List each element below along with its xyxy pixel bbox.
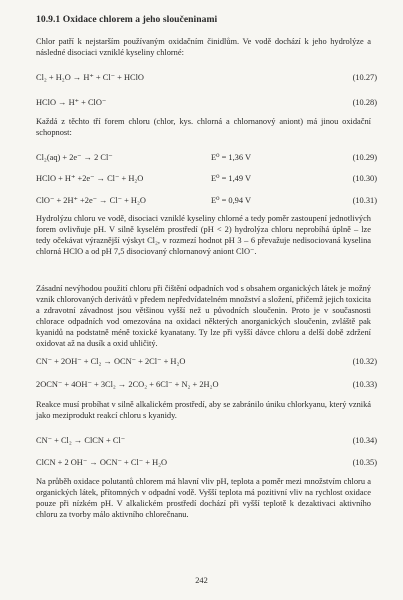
section-heading: 10.9.1 Oxidace chlorem a jeho sloučeninami [36, 14, 218, 25]
paragraph-ph-influence: Hydrolýzu chloru ve vodě, disociaci vzniklé kyseliny chlorné a tedy poměr zastoupení jednotlivých forem ovlivňuje pH. V silně kyselém prostředí (pH < 2) hydrolýza chloru neprobíhá úplně – lze tedy očekávat výraznější výskyt Cl₂, v rozmezí hodnot pH 3 – 6 převažuje nedisociovaná kyselina chlorná HClO a od pH 7,5 disociovaný chlornanový aniont ClO⁻. [36, 214, 371, 256]
equation-formula: ClCN + 2 OH⁻ → OCN⁻ + Cl⁻ + H₂O [36, 458, 168, 467]
equation-potential: E⁰ = 0,94 V [211, 196, 252, 205]
equation-10-28 [36, 97, 377, 108]
paragraph-oxidation-course: Na průběh oxidace polutantů chlorem má hlavní vliv pH, teplota a poměr mezi množstvím chloru a organických látek, přítomných v odpadní vodě. Vyšší teplota má pozitivní vliv na rychlost oxidace pouze při nízkém pH. V alkalickém prostředí dochází při vyšší teplotě k dezaktivaci aktivního chloru za tvorby málo aktivního chlorečnanu. [36, 477, 371, 519]
equation-potential: E⁰ = 1,49 V [211, 174, 252, 183]
equation-10-30 [36, 173, 377, 184]
paragraph-alkaline: Reakce musí probíhat v silně alkalickém prostředí, aby se zabránilo úniku chlorkyanu, který vzniká jako meziprodukt reakcí chloru s kyanidy. [36, 400, 371, 420]
equation-10-27 [36, 72, 377, 83]
equation-number: (10.31) [352, 196, 377, 205]
equation-formula: CN⁻ + 2OH⁻ + Cl₂ → OCN⁻ + 2Cl⁻ + H₂O [36, 357, 186, 366]
equation-formula: HClO + H⁺ +2e⁻ → Cl⁻ + H₂O [36, 174, 144, 183]
page-number: 242 [195, 576, 208, 585]
equation-10-34 [36, 435, 377, 446]
equation-number: (10.35) [352, 458, 377, 467]
equation-formula: HClO → H⁺ + ClO⁻ [36, 98, 107, 107]
equation-10-32 [36, 356, 377, 367]
equation-number: (10.34) [352, 436, 377, 445]
equation-formula: ClO⁻ + 2H⁺ +2e⁻ → Cl⁻ + H₂O [36, 196, 146, 205]
equation-10-33 [36, 379, 377, 390]
paragraph-intro: Chlor patří k nejstarším používaným oxidačním činidlům. Ve vodě dochází k jeho hydrolýze a následné disociaci vzniklé kyseliny chlorné: [36, 37, 371, 57]
equation-number: (10.32) [352, 357, 377, 366]
equation-10-31 [36, 195, 377, 206]
equation-number: (10.28) [352, 98, 377, 107]
equation-number: (10.27) [352, 73, 377, 82]
equation-formula: 2OCN⁻ + 4OH⁻ + 3Cl₂ → 2CO₂ + 6Cl⁻ + N₂ + 2H₂O [36, 380, 219, 389]
equation-formula: CN⁻ + Cl₂ → ClCN + Cl⁻ [36, 436, 126, 445]
equation-number: (10.30) [352, 174, 377, 183]
equation-number: (10.29) [352, 153, 377, 162]
equation-potential: E⁰ = 1,36 V [211, 153, 252, 162]
equation-10-35 [36, 457, 377, 468]
equation-10-29 [36, 152, 377, 163]
paragraph-disadvantage: Zásadní nevýhodou použití chloru při čištění odpadních vod s obsahem organických látek je možný vznik chlorovaných derivátů v předem nepředvídatelném množství a složení, přičemž jejich toxicita a zdravotní závadnost jsou většinou vyšší než u původních sloučenin. Proto je v současnosti chlorace odpadních vod omezována na oxidaci některých anorganických sloučenin, zvláště pak kyanidů na podstatně méně toxické kyanatany. Ty lze při vyšší dávce chloru a delší době zdržení oxidovat až na dusík a oxid uhličitý. [36, 284, 371, 348]
paragraph-forms: Každá z těchto tří forem chloru (chlor, kys. chlorná a chlornanový aniont) má jinou oxidační schopnost: [36, 117, 371, 137]
equation-formula: Cl₂(aq) + 2e⁻ → 2 Cl⁻ [36, 153, 113, 162]
equation-formula: Cl₂ + H₂O → H⁺ + Cl⁻ + HClO [36, 73, 144, 82]
equation-number: (10.33) [352, 380, 377, 389]
